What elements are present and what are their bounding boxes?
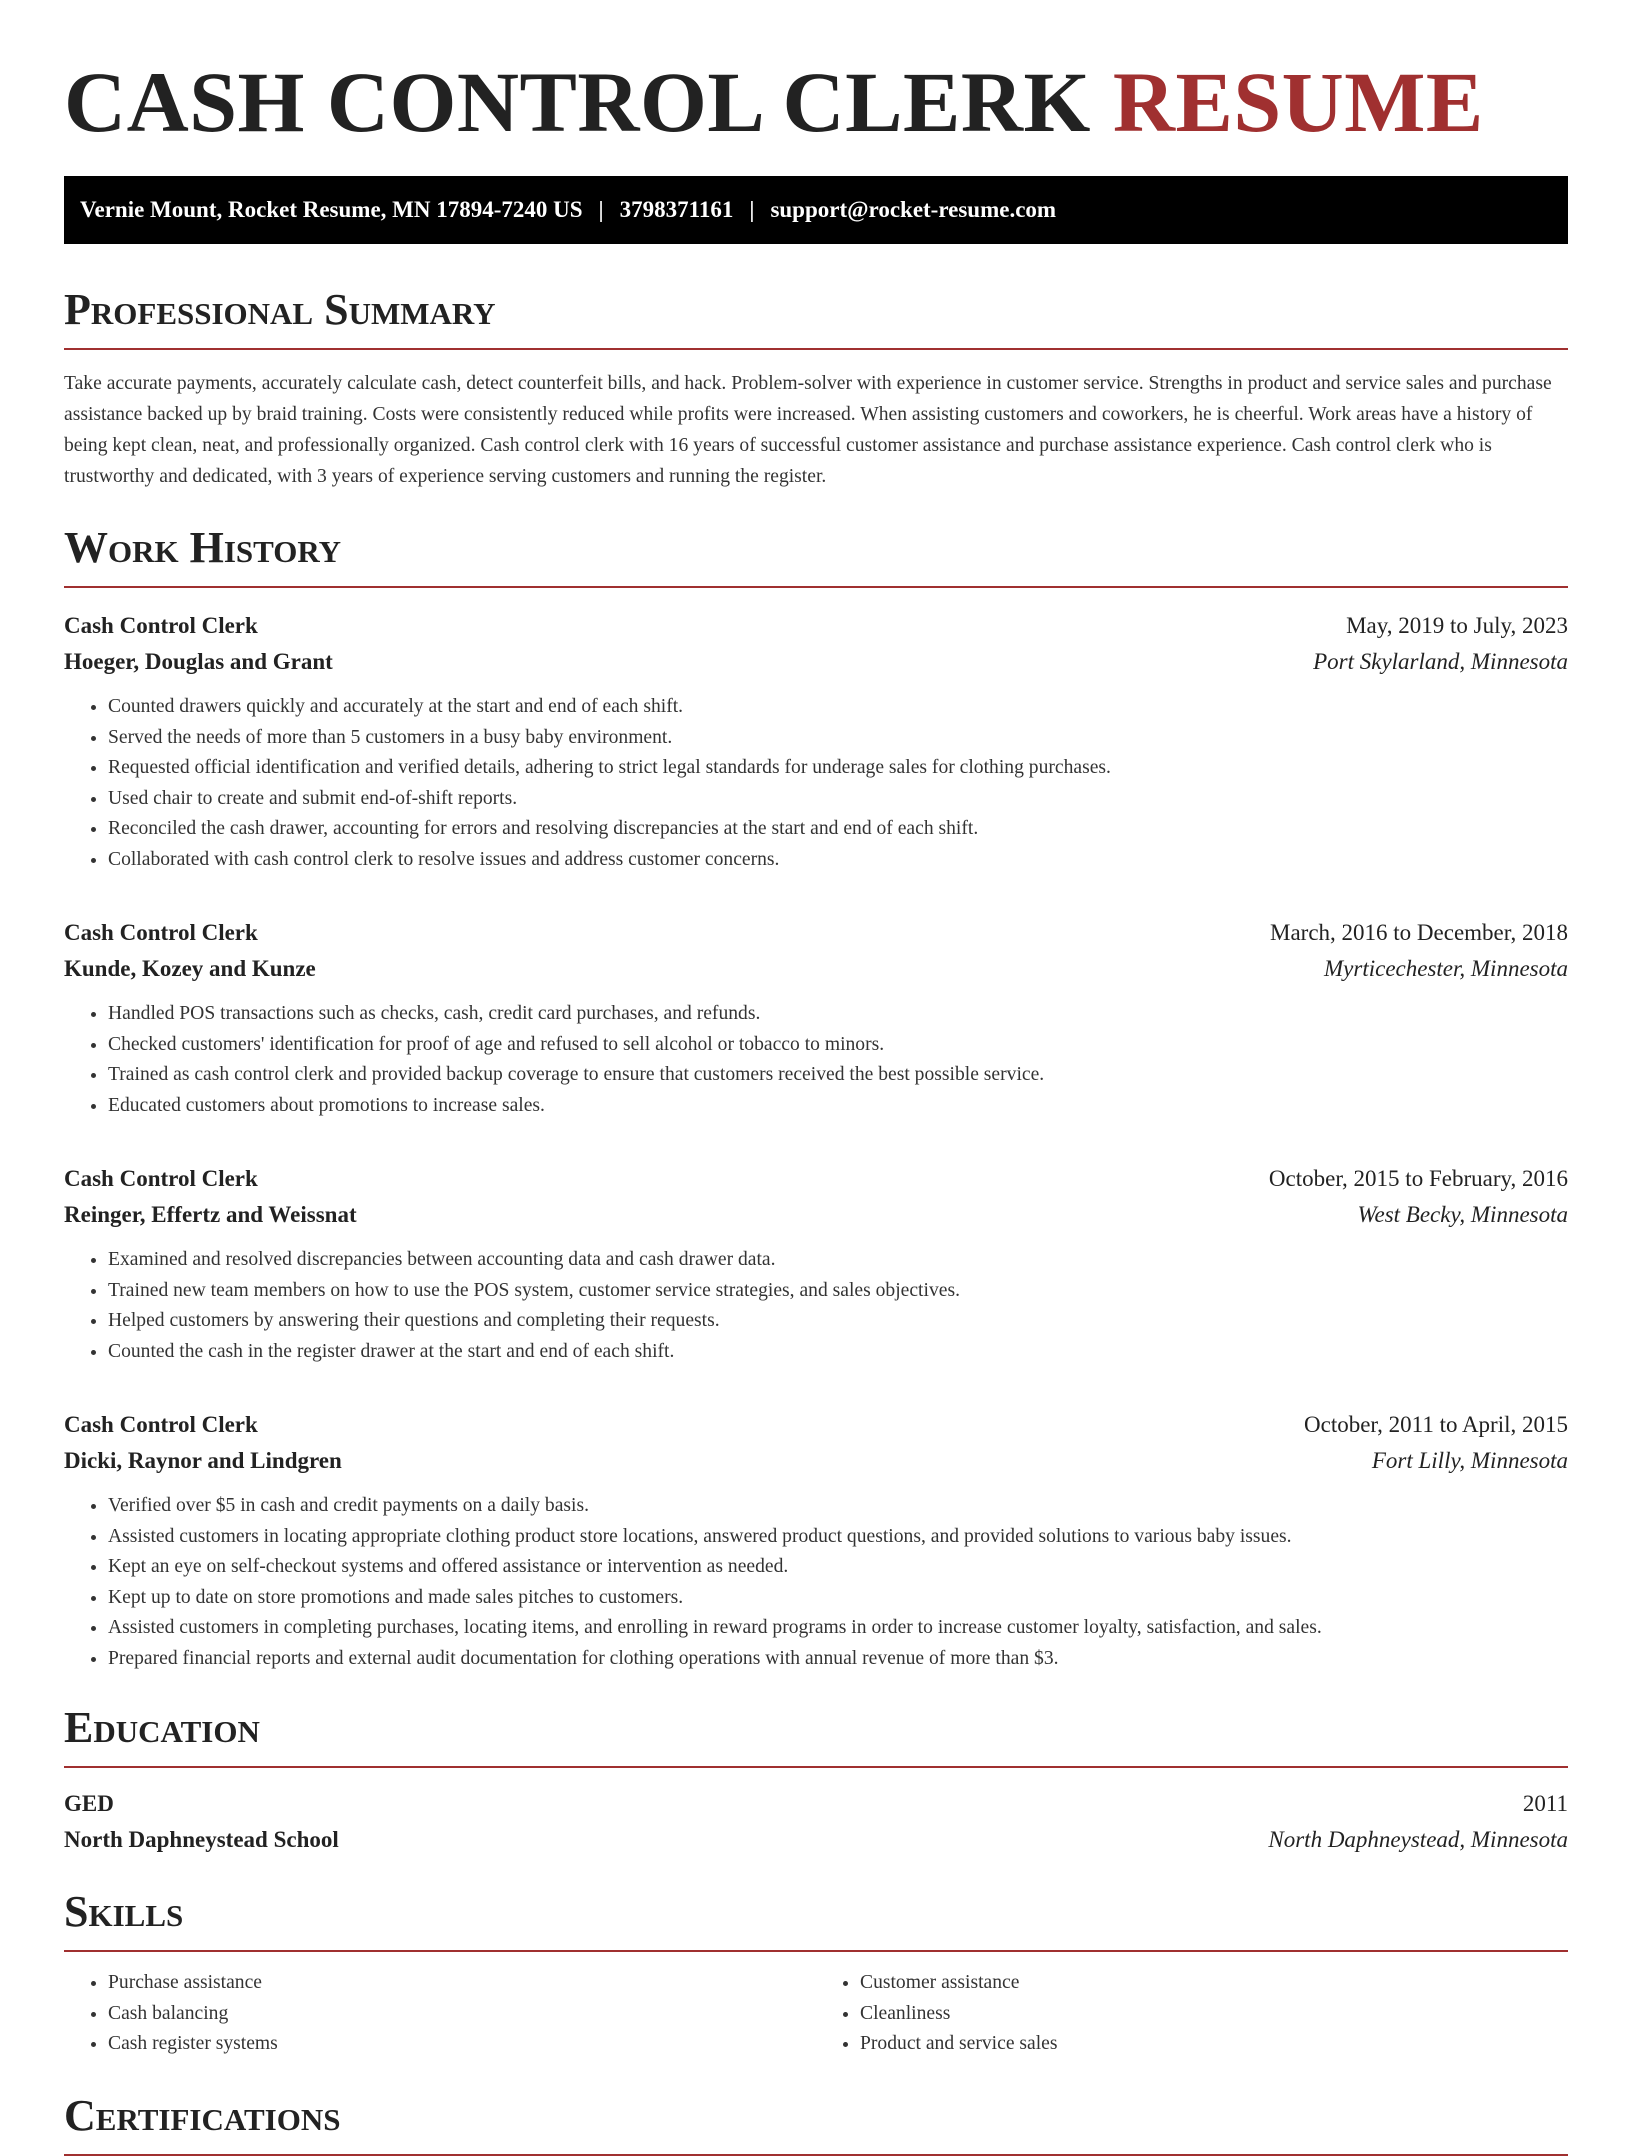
job-header-row: [64, 1161, 1568, 1197]
job-company-row: [64, 644, 1568, 680]
job-title: Cash Control Clerk: [64, 920, 258, 945]
section-heading-summary: Professional Summary: [64, 284, 1568, 350]
job-bullet: • Counted drawers quickly and accurately at the start and end of each shift.: [108, 692, 1568, 723]
job-entry: [64, 915, 1568, 1121]
education-degree: GED: [64, 1791, 114, 1816]
job-bullet: • Kept up to date on store promotions and made sales pitches to customers.: [108, 1583, 1568, 1614]
job-location: Myrticechester, Minnesota: [1324, 956, 1568, 981]
job-location: Port Skylarland, Minnesota: [1313, 649, 1568, 674]
education-school: North Daphneystead School: [64, 1827, 339, 1852]
job-header-row: [64, 915, 1568, 951]
professional-summary-section: [64, 284, 1568, 492]
job-company: Reinger, Effertz and Weissnat: [64, 1202, 357, 1227]
contact-address: Vernie Mount, Rocket Resume, MN 17894-7240 US: [80, 197, 583, 222]
education-year: 2011: [1522, 1791, 1568, 1816]
job-bullet: • Assisted customers in locating appropriate clothing product store locations, answered product questions, and provided solutions to various baby issues.: [108, 1522, 1568, 1553]
job-bullet: • Trained new team members on how to use the POS system, customer service strategies, and sales objectives.: [108, 1276, 1568, 1307]
skill-item: • Customer assistance: [860, 1968, 1568, 1999]
job-bullet: • Counted the cash in the register drawer at the start and end of each shift.: [108, 1337, 1568, 1368]
job-dates: October, 2011 to April, 2015: [1304, 1412, 1568, 1437]
job-title: Cash Control Clerk: [64, 613, 258, 638]
job-dates: March, 2016 to December, 2018: [1270, 920, 1568, 945]
work-history-section: [64, 522, 1568, 1674]
contact-email[interactable]: support@rocket-resume.com: [770, 197, 1057, 222]
skills-section: [64, 1886, 1568, 2060]
skills-column-right: [816, 1968, 1568, 2060]
job-dates: October, 2015 to February, 2016: [1268, 1166, 1568, 1191]
job-bullets: [64, 1491, 1568, 1674]
job-bullet: • Kept an eye on self-checkout systems and offered assistance or intervention as needed.: [108, 1552, 1568, 1583]
job-company-row: [64, 1197, 1568, 1233]
job-dates: May, 2019 to July, 2023: [1346, 613, 1568, 638]
skill-item: • Cash balancing: [108, 1999, 816, 2030]
education-section: [64, 1702, 1568, 1858]
job-bullets: [64, 1245, 1568, 1367]
job-bullet: • Requested official identification and verified details, adhering to strict legal standards for underage sales for clothing purchases.: [108, 753, 1568, 784]
skill-item: • Cash register systems: [108, 2029, 816, 2060]
job-location: Fort Lilly, Minnesota: [1371, 1448, 1568, 1473]
job-bullets: [64, 999, 1568, 1121]
education-school-row: [64, 1822, 1568, 1858]
contact-bar: [64, 176, 1568, 244]
job-bullet: • Served the needs of more than 5 customers in a busy baby environment.: [108, 723, 1568, 754]
job-bullet: • Educated customers about promotions to increase sales.: [108, 1091, 1568, 1122]
title-accent: RESUME: [1112, 54, 1484, 150]
job-bullet: • Examined and resolved discrepancies between accounting data and cash drawer data.: [108, 1245, 1568, 1276]
job-bullet: • Reconciled the cash drawer, accounting for errors and resolving discrepancies at the start and end of each shift.: [108, 814, 1568, 845]
section-heading-work: Work History: [64, 522, 1568, 588]
job-title: Cash Control Clerk: [64, 1412, 258, 1437]
skill-item: • Purchase assistance: [108, 1968, 816, 1999]
section-heading-education: Education: [64, 1702, 1568, 1768]
job-company: Hoeger, Douglas and Grant: [64, 649, 333, 674]
job-company: Dicki, Raynor and Lindgren: [64, 1448, 342, 1473]
section-heading-certifications: Certifications: [64, 2090, 1568, 2156]
contact-separator: |: [749, 197, 755, 222]
certifications-section: [64, 2090, 1568, 2156]
summary-text: Take accurate payments, accurately calculate cash, detect counterfeit bills, and hack. Problem-solver with experience in customer service. Strengths in product and service sales and purchase assistance backed up by braid training. Costs were consistently reduced while profits were increased. When assisting customers and coworkers, he is cheerful. Work areas have a history of being kept clean, neat, and professionally organized. Cash control clerk with 16 years of successful customer assistance and purchase assistance experience. Cash control clerk who is trustworthy and dedicated, with 3 years of experience serving customers and running the register.: [64, 373, 1552, 487]
contact-separator: |: [598, 197, 604, 222]
job-bullet: • Handled POS transactions such as checks, cash, credit card purchases, and refunds.: [108, 999, 1568, 1030]
education-entry: [64, 1786, 1568, 1858]
job-company-row: [64, 951, 1568, 987]
education-location: North Daphneystead, Minnesota: [1268, 1827, 1568, 1852]
title-main: CASH CONTROL CLERK: [64, 54, 1091, 150]
skills-column-left: [64, 1968, 816, 2060]
skills-grid: [64, 1968, 1568, 2060]
job-entry: [64, 608, 1568, 875]
education-header-row: [64, 1786, 1568, 1822]
job-bullet: • Checked customers' identification for proof of age and refused to sell alcohol or tobacco to minors.: [108, 1030, 1568, 1061]
job-company-row: [64, 1443, 1568, 1479]
job-bullet: • Collaborated with cash control clerk to resolve issues and address customer concerns.: [108, 845, 1568, 876]
job-bullets: [64, 692, 1568, 875]
skill-item: • Cleanliness: [860, 1999, 1568, 2030]
job-location: West Becky, Minnesota: [1357, 1202, 1568, 1227]
resume-title: [64, 0, 1568, 152]
job-bullet: • Helped customers by answering their questions and completing their requests.: [108, 1306, 1568, 1337]
job-bullet: • Verified over $5 in cash and credit payments on a daily basis.: [108, 1491, 1568, 1522]
job-entry: [64, 1161, 1568, 1367]
job-bullet: • Assisted customers in completing purchases, locating items, and enrolling in reward programs in order to increase customer loyalty, satisfaction, and sales.: [108, 1613, 1568, 1644]
contact-phone: 3798371161: [619, 197, 734, 222]
job-title: Cash Control Clerk: [64, 1166, 258, 1191]
job-header-row: [64, 608, 1568, 644]
job-bullet: • Trained as cash control clerk and provided backup coverage to ensure that customers received the best possible service.: [108, 1060, 1568, 1091]
job-bullet: • Prepared financial reports and external audit documentation for clothing operations with annual revenue of more than $3.: [108, 1644, 1568, 1675]
job-bullet: • Used chair to create and submit end-of-shift reports.: [108, 784, 1568, 815]
job-header-row: [64, 1407, 1568, 1443]
skill-item: • Product and service sales: [860, 2029, 1568, 2060]
job-entry: [64, 1407, 1568, 1674]
section-heading-skills: Skills: [64, 1886, 1568, 1952]
job-company: Kunde, Kozey and Kunze: [64, 956, 316, 981]
